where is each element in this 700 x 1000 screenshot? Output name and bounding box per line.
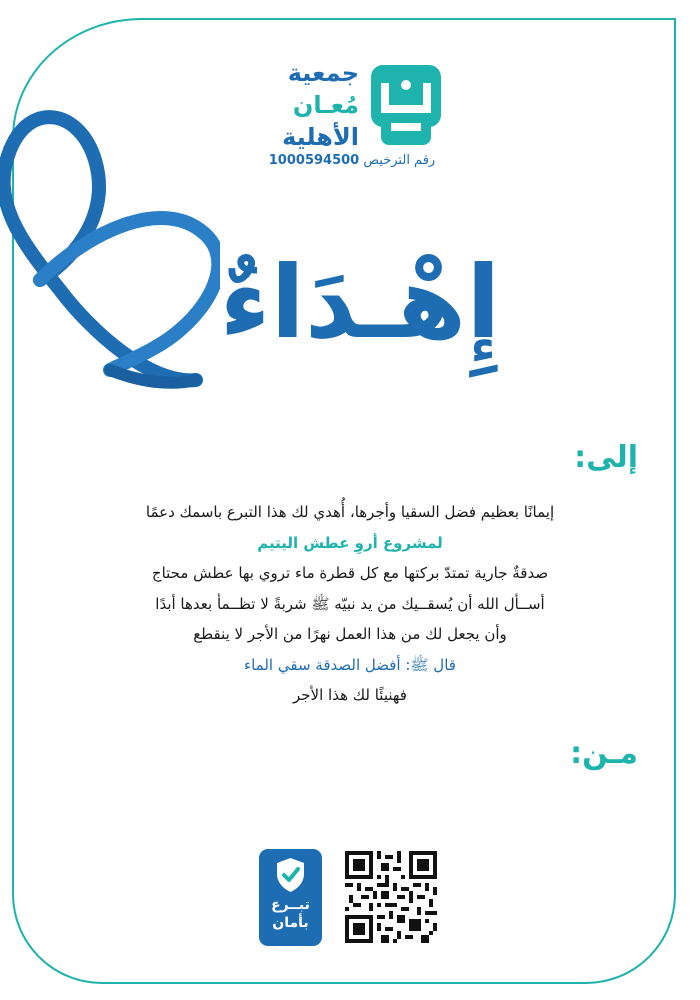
badge-line1: تبــرع: [271, 897, 310, 913]
logo-mark-icon: [369, 63, 443, 153]
logo-name-line2: مُعـان: [292, 91, 359, 119]
text-line: إيمانًا بعظيم فضل السقيا وأجرها، أُهدي لك هذا التبرع باسمك دعمًا: [145, 503, 555, 521]
logo-name-line1: جمعية: [287, 59, 359, 87]
shield-check-icon: [275, 857, 306, 893]
hadith-quote: قال ﷺ: أفضل الصدقة سقي الماء: [244, 655, 456, 674]
text-line: وأن يجعل لك من هذا العمل نهرًا من الأجر لا ينقطع: [193, 625, 507, 643]
badge-line2: بأمان: [272, 915, 309, 931]
text-line: صدقةٌ جارية تمتدّ بركتها مع كل قطرة ماء تروي بها عطش محتاج: [151, 564, 549, 582]
dedication-text: [80, 497, 620, 711]
to-label: إلى:: [574, 440, 638, 475]
logo-name-line3: الأهلية: [282, 123, 359, 151]
page-title: إِهْـدَاءٌ: [219, 244, 501, 361]
project-name: لمشروع أروِ عطش اليتيم: [257, 533, 443, 552]
from-label: مـن:: [570, 736, 638, 771]
closing-line: فهنيئًا لك هذا الأجر: [293, 686, 407, 704]
organization-name: [239, 57, 359, 153]
license-info: [262, 153, 442, 168]
qr-code[interactable]: [345, 851, 437, 943]
license-number: 1000594500: [268, 153, 360, 168]
text-line: أســأل الله أن يُسقــيك من يد نبيّه ﷺ شربةً لا تظــمأ بعدها أبدًا: [155, 594, 545, 613]
license-label: رقم الترخيص: [363, 153, 436, 168]
safe-donation-badge: [259, 849, 322, 946]
